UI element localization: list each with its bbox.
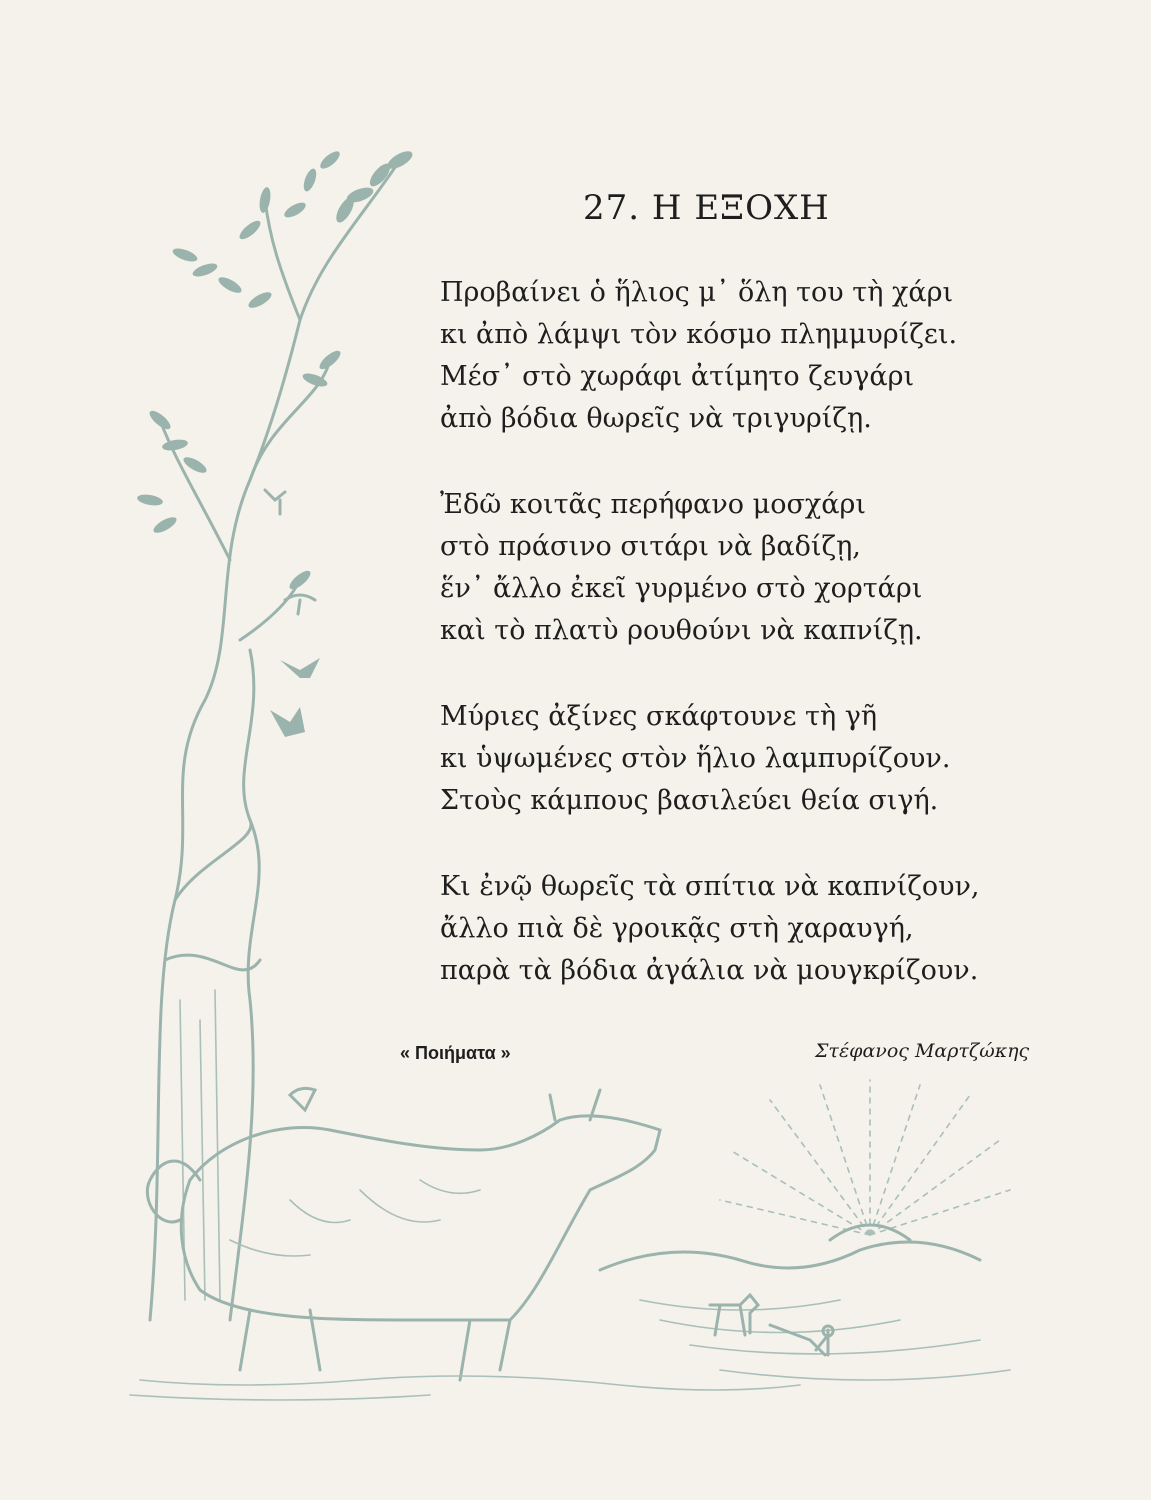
poem-line: Μύριες ἀξίνες σκάφτουνε τὴ γῆ [440,701,878,732]
poem-line: ἀπὸ βόδια θωρεῖς νὰ τριγυρίζῃ. [440,403,872,434]
poem-line: Προβαίνει ὁ ἥλιος μ᾽ ὅλη του τὴ χάρι [440,277,954,308]
tree-illustration [136,148,415,1320]
poem-line: Στοὺς κάμπους βασιλεύει θεία σιγή. [440,785,939,816]
poem-line: Μέσ᾽ στὸ χωράφι ἀτίμητο ζευγάρι [440,361,915,392]
source-label: « Ποιήματα » [400,1043,511,1063]
cow-illustration [130,1088,800,1400]
stanza [440,696,1000,822]
poem-line: Ἐδῶ κοιτᾶς περήφανο μοσχάρι [440,489,866,520]
poem [440,272,1000,1036]
page-title: 27. Η ΕΞΟΧΗ [583,188,830,228]
stanza [440,484,1000,652]
poem-line: ἄλλο πιὰ δὲ γροικᾷς στὴ χαραυγή, [440,913,914,944]
stanza [440,866,1000,992]
poem-line: παρὰ τὰ βόδια ἀγάλια νὰ μουγκρίζουν. [440,955,979,986]
author-name: Στέφανος Μαρτζώκης [815,1040,1030,1062]
sunrise-illustration [600,1080,1010,1380]
poem-line: Κι ἐνῷ θωρεῖς τὰ σπίτια νὰ καπνίζουν, [440,871,980,902]
poem-line: κι ὑψωμένες στὸν ἥλιο λαμπυρίζουν. [440,743,951,774]
stanza [440,272,1000,440]
poem-line: κι ἀπὸ λάμψι τὸν κόσμο πλημμυρίζει. [440,319,958,350]
poem-line: στὸ πράσινο σιτάρι νὰ βαδίζῃ, [440,531,861,562]
poem-line: καὶ τὸ πλατὺ ρουθούνι νὰ καπνίζῃ. [440,615,923,646]
poem-line: ἕν᾽ ἄλλο ἐκεῖ γυρμένο στὸ χορτάρι [440,573,923,604]
